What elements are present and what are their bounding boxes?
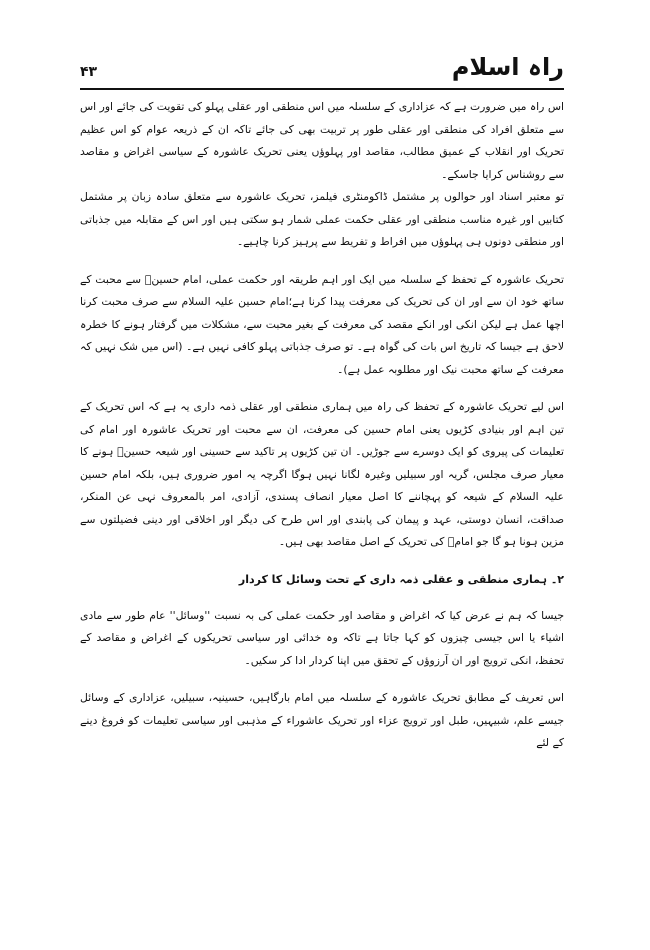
header-rule (80, 88, 564, 90)
paragraph-5: جیسا کہ ہم نے عرض کیا کہ اغراض و مقاصد اور حکمت عملی کی بہ نسبت ''وسائل'' عام طور سے مادی اشیاء یا اس جیسی چیزوں کو کہا جاتا ہے تاکہ وہ خدائی اور سیاسی تحریکوں کے اغراض و مقاصد کے تحفظ، انکی ترویج اور ان آرزوؤں کے تحقق میں اپنا کردار ادا کر سکیں۔ (80, 608, 564, 667)
paragraph-1: اس راہ میں ضرورت ہے کہ عزاداری کے سلسلہ میں اس منطقی اور عقلی پہلو کی تقویت کی جائے اور اس سے متعلق افراد کی منطقی اور عقلی طور پر تربیت بھی کی جائے تاکہ ان کے ذریعہ عوام کو اس عظیم تحریک اور انقلاب کے عمیق مطالب، مقاصد اور پہلوؤں یعنی تحریک عاشورہ کے سیاسی اغراض و مقاصد سے روشناس کرایا جاسکے۔ (80, 100, 564, 181)
main-urdu-text (80, 96, 564, 916)
paragraph-6: اس تعریف کے مطابق تحریک عاشورہ کے سلسلہ میں امام بارگاہیں، حسینیہ، سبیلیں، عزاداری کے وسائل جیسے علم، شبیہیں، طبل اور ترویج عزاء اور تحریک عاشوراء کے مذہبی اور سیاسی تعلیمات کو فروغ دینے کے لئے (80, 691, 564, 749)
paragraph-4: اس لیے تحریک عاشورہ کے تحفظ کی راہ میں ہماری منطقی اور عقلی ذمہ داری یہ ہے کہ اس تحریک کے تین اہم اور بنیادی کڑیوں یعنی امام حسین کی معرفت، ان سے محبت اور تحریک عاشورہ اور امام کی تعلیمات کی پیروی کو ایک دوسرے سے جوڑیں۔ ان تین کڑیوں پر تاکید سے حسینی اور شیعہ حسینؑ ہونے کا معیار صرف مجلس، گریہ اور سبیلیں وغیرہ لگانا نہیں ہوگا اگرچہ یہ امور ضروری ہیں، بلکہ امام حسین علیہ السلام کے شیعہ کو پہچاننے کا اصل معیار انصاف پسندی، آزادی، امر بالمعروف نہی عن المنکر، صداقت، انسان دوستی، عہد و پیمان کی پابندی اور اس طرح کی دیگر اور اخلاقی اور دینی فضیلتوں سے مزین ہونا ہو گا جو امامؑ کی تحریک کے اصل مقاصد بھی ہیں۔ (80, 400, 564, 548)
paragraph-2: تو معتبر اسناد اور حوالوں پر مشتمل ڈاکومنٹری فیلمز، تحریک عاشورہ سے متعلق سادہ زبان پر مشتمل کتابیں اور غیرہ مناسب منطقی اور عقلی حکمت عملی شمار ہو سکتی ہیں اور اس کے مقابلہ میں جذباتی اور منطقی دونوں ہی پہلوؤں میں افراط و تفریط سے پرہیز کرنا چاہیے۔ (80, 190, 564, 248)
page-number: ۴۳ (80, 64, 98, 80)
running-title: راہ اسلام (451, 53, 564, 81)
section-heading: ۲۔ ہماری منطقی و عقلی ذمہ داری کے تحت وسائل کا کردار (238, 572, 564, 586)
page-header (80, 52, 564, 86)
paragraph-3: تحریک عاشورہ کے تحفظ کے سلسلہ میں ایک اور اہم طریقہ اور حکمت عملی، امام حسینؑ سے محبت کے ساتھ خود ان سے اور ان کی تحریک کی معرفت پیدا کرنا ہے؛امام حسین علیہ السلام سے صرف محبت کرنا اچھا عمل ہے لیکن انکی اور انکے مقصد کی معرفت کے بغیر محبت سے، مشکلات میں گرفتار ہونے کا خطرہ لاحق ہے جیسا کہ تاریخ اس بات کی گواہ ہے۔ تو صرف جذباتی پہلو کافی نہیں ہے۔ (اس میں شک نہیں کہ معرفت کے ساتھ محبت نیک اور مطلوبہ عمل ہے)۔ (80, 272, 564, 376)
